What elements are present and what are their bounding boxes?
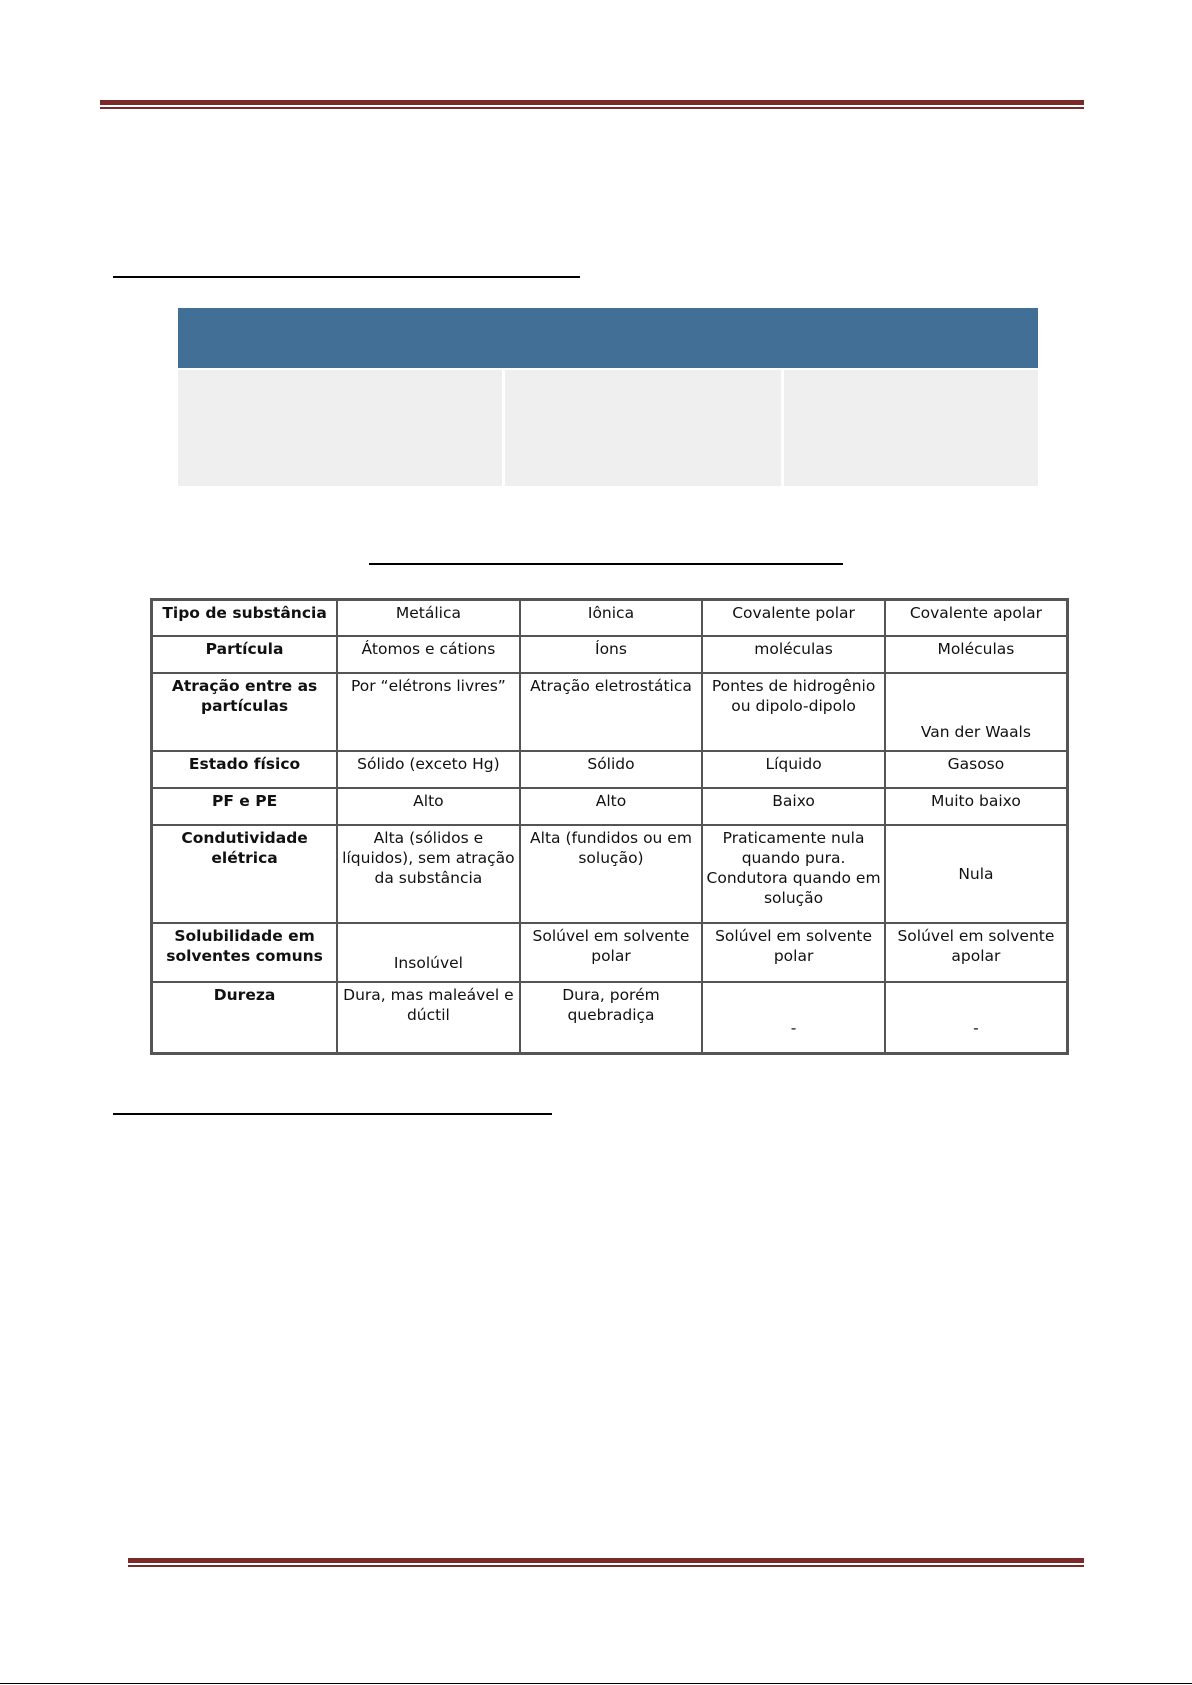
table-cell: Alta (sólidos e líquidos), sem atração da substância: [337, 825, 520, 923]
blank-table-cell: [784, 370, 1038, 486]
table-caption-underline: [369, 563, 843, 565]
table-cell: Sólido: [520, 751, 703, 787]
table-cell: Baixo: [702, 788, 885, 825]
table-cell: Solúvel em solvente polar: [520, 923, 703, 982]
table-cell: Solúvel em solvente apolar: [885, 923, 1068, 982]
table-cell: Iônica: [520, 600, 703, 636]
table-cell: Nula: [885, 825, 1068, 923]
table-cell: Solúvel em solvente polar: [702, 923, 885, 982]
row-header: PF e PE: [152, 788, 338, 825]
table-cell: Covalente polar: [702, 600, 885, 636]
row-header: Partícula: [152, 636, 338, 673]
table-cell: -: [702, 982, 885, 1054]
table-cell: Dura, porém quebradiça: [520, 982, 703, 1054]
row-header: Tipo de substância: [152, 600, 338, 636]
blank-table-row: [178, 370, 1038, 486]
table-cell: Líquido: [702, 751, 885, 787]
section-heading-underline: [113, 276, 580, 278]
table-cell: Pontes de hidrogênio ou dipolo-dipolo: [702, 673, 885, 751]
table-cell: Metálica: [337, 600, 520, 636]
table-cell: Íons: [520, 636, 703, 673]
table-row: [152, 982, 1068, 1054]
footer-rule: [128, 1558, 1084, 1567]
table-cell: Dura, mas maleável e dúctil: [337, 982, 520, 1054]
row-header: Atração entre as partículas: [152, 673, 338, 751]
table-cell: Por “elétrons livres”: [337, 673, 520, 751]
table-cell: Muito baixo: [885, 788, 1068, 825]
section-heading-underline: [113, 1113, 552, 1115]
table-cell: Praticamente nula quando pura. Condutora quando em solução: [702, 825, 885, 923]
row-header: Estado físico: [152, 751, 338, 787]
table-cell: Alto: [337, 788, 520, 825]
table-row: [152, 673, 1068, 751]
table-row: [152, 636, 1068, 673]
page-bottom-edge: [0, 1683, 1192, 1684]
table-cell: Covalente apolar: [885, 600, 1068, 636]
table-cell: Atração eletrostática: [520, 673, 703, 751]
table-row: [152, 600, 1068, 636]
table-row: [152, 751, 1068, 787]
row-header: Condutividade elétrica: [152, 825, 338, 923]
table-cell: Átomos e cátions: [337, 636, 520, 673]
table-row: [152, 825, 1068, 923]
table-cell: Insolúvel: [337, 923, 520, 982]
table-row: [152, 788, 1068, 825]
blank-table-header: [178, 308, 1038, 368]
table-cell: Sólido (exceto Hg): [337, 751, 520, 787]
table-cell: Moléculas: [885, 636, 1068, 673]
table-cell: -: [885, 982, 1068, 1054]
table-cell: Van der Waals: [885, 673, 1068, 751]
substance-properties-table: [150, 598, 1069, 1055]
blank-table-cell: [178, 370, 502, 486]
row-header: Dureza: [152, 982, 338, 1054]
header-rule: [100, 100, 1084, 109]
blank-table-cell: [505, 370, 781, 486]
table-cell: Alta (fundidos ou em solução): [520, 825, 703, 923]
blank-summary-table: [178, 308, 1038, 486]
table-cell: Alto: [520, 788, 703, 825]
table-cell: moléculas: [702, 636, 885, 673]
table-row: [152, 923, 1068, 982]
table-cell: Gasoso: [885, 751, 1068, 787]
row-header: Solubilidade em solventes comuns: [152, 923, 338, 982]
